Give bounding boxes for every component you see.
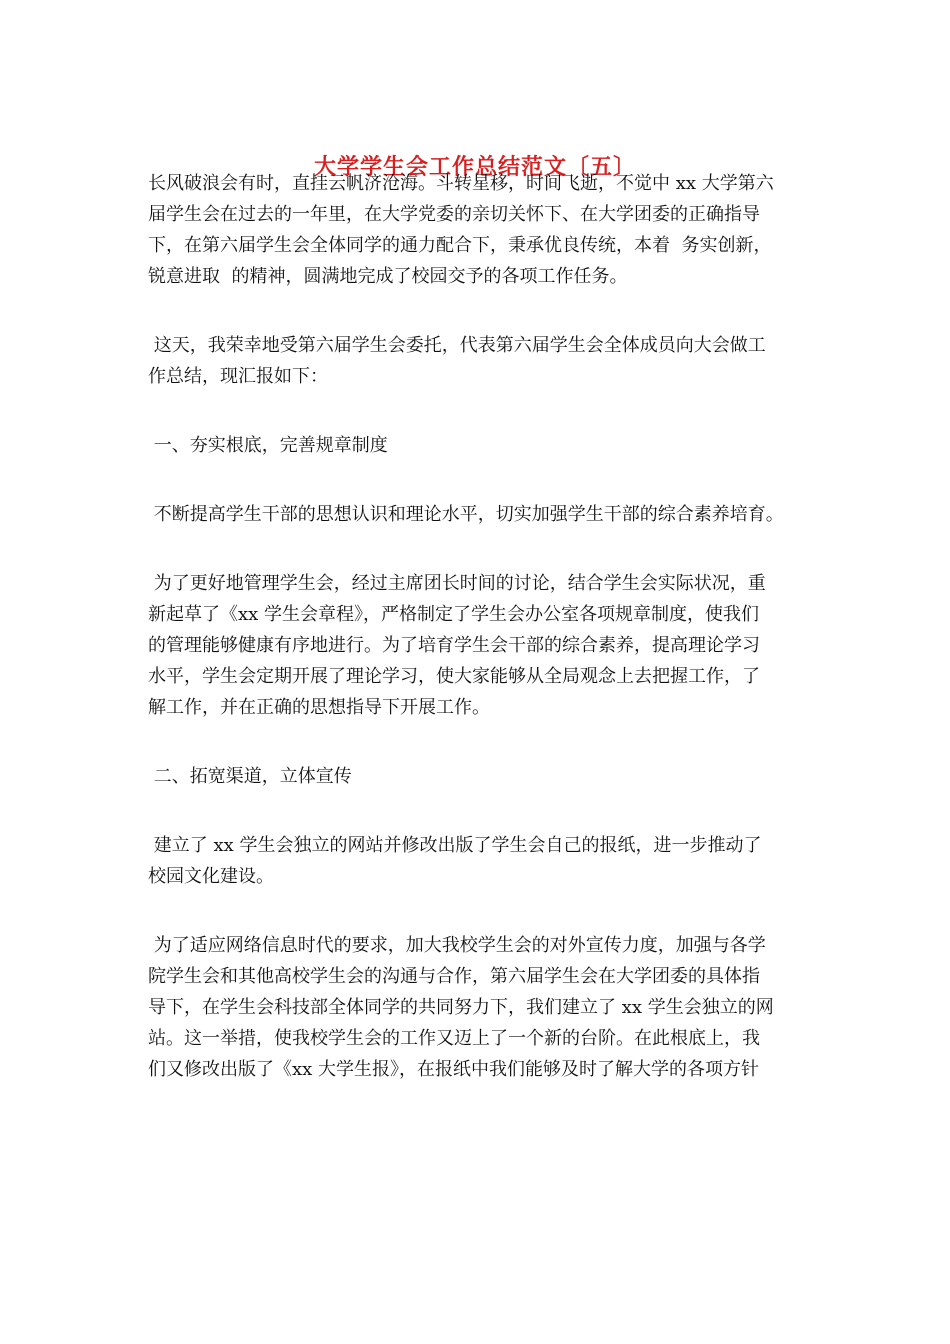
text-line: 站。这一举措，使我校学生会的工作又迈上了一个新的台阶。在此根底上，我 [148,1028,760,1049]
paragraph [148,830,828,892]
text-line: 这天，我荣幸地受第六届学生会委托，代表第六届学生会全体成员向大会做工 [148,335,766,356]
text-line: 下，在第六届学生会全体同学的通力配合下，秉承优良传统，本着 务实创新， [148,235,772,256]
paragraph [148,568,828,723]
text-line: 作总结，现汇报如下： [148,366,328,387]
document-title: 大学学生会工作总结范文〔五〕 [313,155,636,180]
text-line: 为了适应网络信息时代的要求，加大我校学生会的对外宣传力度，加强与各学 [148,935,766,956]
text-line: 长风破浪会有时，直挂云帆济沧海。斗转星移，时间飞逝，不觉中 xx 大学第六 [148,173,774,194]
text-line: 校园文化建设。 [148,866,274,887]
text-line: 二、拓宽渠道，立体宣传 [148,766,352,787]
text-line: 建立了 xx 学生会独立的网站并修改出版了学生会自己的报纸，进一步推动了 [148,835,762,856]
paragraph [148,330,828,392]
text-line: 导下，在学生会科技部全体同学的共同努力下，我们建立了 xx 学生会独立的网 [148,997,774,1018]
text-line: 不断提高学生干部的思想认识和理论水平，切实加强学生干部的综合素养培育。 [148,504,784,525]
section-heading [148,430,828,461]
text-line: 水平，学生会定期开展了理论学习，使大家能够从全局观念上去把握工作，了 [148,666,760,687]
text-line: 一、夯实根底，完善规章制度 [148,435,388,456]
text-line: 届学生会在过去的一年里，在大学党委的亲切关怀下、在大学团委的正确指导 [148,204,760,225]
text-line: 院学生会和其他高校学生会的沟通与合作，第六届学生会在大学团委的具体指 [148,966,760,987]
text-line: 们又修改出版了《xx 大学生报》，在报纸中我们能够及时了解大学的各项方针 [148,1059,760,1080]
text-line: 锐意进取 的精神，圆满地完成了校园交予的各项工作任务。 [148,266,628,287]
text-line: 解工作，并在正确的思想指导下开展工作。 [148,697,490,718]
paragraph [148,499,828,530]
paragraph [148,168,828,292]
paragraph [148,930,828,1085]
text-line: 为了更好地管理学生会，经过主席团长时间的讨论，结合学生会实际状况，重 [148,573,766,594]
document-body [148,168,828,1123]
section-heading [148,761,828,792]
text-line: 新起草了《xx 学生会章程》，严格制定了学生会办公室各项规章制度，使我们 [148,604,760,625]
text-line: 的管理能够健康有序地进行。为了培育学生会干部的综合素养，提高理论学习 [148,635,760,656]
